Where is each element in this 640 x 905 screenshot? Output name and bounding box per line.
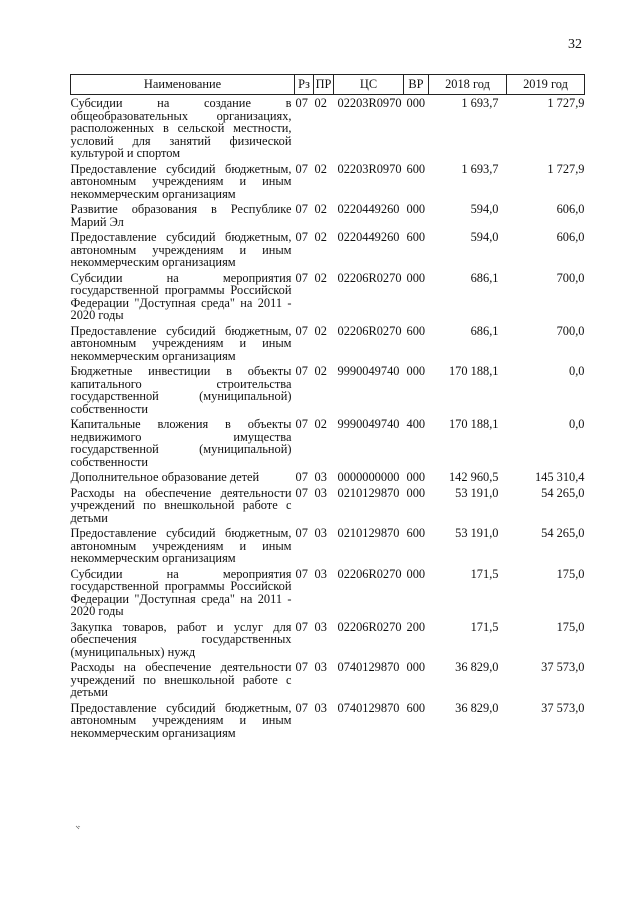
row-amount-2019: 37 573,0 bbox=[541, 700, 585, 715]
table-header bbox=[71, 75, 585, 95]
row-cs: 0000000000 bbox=[337, 470, 400, 484]
row-name: Предоставление субсидий бюджетным, автономным учреждениям и иным некоммерческим организациям bbox=[70, 323, 292, 363]
row-name: Субсидии на мероприятия государственной программы Российской Федерации "Доступная среда" на 2011 - 2020 годы bbox=[70, 270, 292, 322]
header-2019: 2019 год bbox=[507, 75, 585, 95]
row-amount-2018: 53 191,0 bbox=[455, 485, 499, 500]
row-name: Капитальные вложения в объекты недвижимого имущества государственной (муниципальной) собственности bbox=[70, 417, 292, 469]
header-name: Наименование bbox=[71, 75, 295, 95]
row-pr: 02 bbox=[314, 161, 327, 176]
row-pr: 02 bbox=[314, 417, 327, 431]
row-amount-2018: 170 188,1 bbox=[448, 364, 499, 378]
table-row bbox=[71, 161, 585, 202]
row-amount-2018: 36 829,0 bbox=[455, 700, 499, 715]
row-name: Субсидии на мероприятия государственной программы Российской Федерации "Доступная среда" на 2011 - 2020 годы bbox=[70, 566, 292, 618]
row-amount-2018: 171,5 bbox=[470, 566, 499, 581]
table-row bbox=[71, 270, 585, 323]
row-pr: 02 bbox=[314, 96, 327, 110]
row-name: Развитие образования в Республике Марий Эл bbox=[70, 202, 292, 229]
row-cs: 02203R0970 bbox=[337, 96, 402, 110]
row-amount-2019: 54 265,0 bbox=[541, 526, 585, 540]
row-vr: 400 bbox=[406, 417, 426, 431]
row-amount-2019: 606,0 bbox=[556, 230, 585, 244]
row-pr: 03 bbox=[314, 566, 327, 581]
table-row bbox=[71, 485, 585, 526]
row-pr: 02 bbox=[314, 364, 327, 378]
row-cs: 0210129870 bbox=[337, 485, 400, 500]
row-rz: 07 bbox=[295, 566, 308, 581]
row-pr: 03 bbox=[314, 470, 327, 484]
row-cs: 02206R0270 bbox=[337, 619, 402, 634]
row-cs: 0740129870 bbox=[337, 700, 400, 715]
row-amount-2018: 1 693,7 bbox=[461, 161, 499, 176]
page-number: 32 bbox=[568, 37, 582, 52]
row-cs: 0220449260 bbox=[337, 230, 400, 244]
row-pr: 03 bbox=[314, 660, 327, 674]
row-pr: 03 bbox=[314, 526, 327, 540]
row-cs: 0740129870 bbox=[337, 660, 400, 674]
row-pr: 02 bbox=[314, 202, 327, 216]
row-vr: 000 bbox=[406, 660, 426, 674]
table-row bbox=[71, 659, 585, 700]
row-rz: 07 bbox=[295, 619, 308, 634]
row-name: Предоставление субсидий бюджетным, автономным учреждениям и иным некоммерческим организациям bbox=[70, 700, 292, 740]
table-row bbox=[71, 201, 585, 229]
row-name: Расходы на обеспечение деятельности учреждений по внешкольной работе с детьми bbox=[70, 660, 292, 699]
header-vr: ВР bbox=[404, 75, 429, 95]
row-vr: 000 bbox=[406, 96, 426, 110]
row-rz: 07 bbox=[295, 202, 308, 216]
row-pr: 02 bbox=[314, 270, 327, 285]
row-amount-2018: 594,0 bbox=[470, 202, 499, 216]
row-name: Дополнительное образование детей bbox=[70, 470, 260, 484]
row-amount-2019: 145 310,4 bbox=[534, 470, 585, 484]
row-rz: 07 bbox=[295, 660, 308, 674]
row-vr: 600 bbox=[406, 230, 426, 244]
row-vr: 600 bbox=[406, 526, 426, 540]
header-2018: 2018 год bbox=[429, 75, 507, 95]
header-rz: Рз bbox=[295, 75, 314, 95]
row-vr: 000 bbox=[406, 485, 426, 500]
row-name: Расходы на обеспечение деятельности учреждений по внешкольной работе с детьми bbox=[70, 485, 292, 525]
row-vr: 600 bbox=[406, 700, 426, 715]
row-name: Субсидии на создание в общеобразовательных организациях, расположенных в сельской местности, условий для занятий физической культурой и спортом bbox=[70, 96, 292, 160]
row-amount-2018: 142 960,5 bbox=[448, 470, 499, 484]
row-amount-2019: 700,0 bbox=[556, 270, 585, 285]
row-vr: 600 bbox=[406, 323, 426, 338]
row-vr: 200 bbox=[406, 619, 426, 634]
row-amount-2018: 171,5 bbox=[470, 619, 499, 634]
scan-speck-mark bbox=[75, 825, 81, 831]
row-vr: 000 bbox=[406, 270, 426, 285]
budget-table bbox=[70, 74, 585, 740]
row-amount-2019: 175,0 bbox=[556, 619, 585, 634]
row-rz: 07 bbox=[295, 417, 308, 431]
row-pr: 02 bbox=[314, 323, 327, 338]
table-row bbox=[71, 700, 585, 741]
row-name: Предоставление субсидий бюджетным, автономным учреждениям и иным некоммерческим организациям bbox=[70, 161, 292, 201]
row-amount-2019: 0,0 bbox=[569, 417, 585, 431]
row-rz: 07 bbox=[295, 161, 308, 176]
table-row bbox=[71, 566, 585, 619]
row-cs: 9990049740 bbox=[337, 417, 400, 431]
row-vr: 000 bbox=[406, 470, 426, 484]
row-vr: 000 bbox=[406, 566, 426, 581]
row-name: Закупка товаров, работ и услуг для обеспечения государственных (муниципальных) нужд bbox=[70, 619, 292, 659]
row-cs: 9990049740 bbox=[337, 364, 400, 378]
row-amount-2019: 1 727,9 bbox=[547, 96, 585, 110]
row-cs: 02206R0270 bbox=[337, 566, 402, 581]
table-row bbox=[71, 323, 585, 364]
row-cs: 02206R0270 bbox=[337, 270, 402, 285]
row-amount-2019: 700,0 bbox=[556, 323, 585, 338]
row-name: Бюджетные инвестиции в объекты капитального строительства государственной (муниципальной) собственности bbox=[70, 364, 292, 416]
header-pr: ПР bbox=[314, 75, 334, 95]
row-rz: 07 bbox=[295, 364, 308, 378]
row-rz: 07 bbox=[295, 526, 308, 540]
row-rz: 07 bbox=[295, 485, 308, 500]
table-body bbox=[71, 95, 585, 741]
row-rz: 07 bbox=[295, 323, 308, 338]
table-row bbox=[71, 416, 585, 469]
row-rz: 07 bbox=[295, 230, 308, 244]
table-row bbox=[71, 469, 585, 485]
header-row bbox=[71, 75, 585, 95]
row-amount-2018: 686,1 bbox=[470, 323, 499, 338]
row-cs: 0210129870 bbox=[337, 526, 400, 540]
row-vr: 000 bbox=[406, 364, 426, 378]
row-pr: 03 bbox=[314, 619, 327, 634]
row-amount-2018: 170 188,1 bbox=[448, 417, 499, 431]
row-vr: 600 bbox=[406, 161, 426, 176]
row-amount-2018: 594,0 bbox=[470, 230, 499, 244]
row-amount-2019: 606,0 bbox=[556, 202, 585, 216]
row-vr: 000 bbox=[406, 202, 426, 216]
row-cs: 0220449260 bbox=[337, 202, 400, 216]
table-row bbox=[71, 95, 585, 161]
row-rz: 07 bbox=[295, 700, 308, 715]
header-cs: ЦС bbox=[334, 75, 404, 95]
row-rz: 07 bbox=[295, 270, 308, 285]
row-cs: 02203R0970 bbox=[337, 161, 402, 176]
row-amount-2019: 175,0 bbox=[556, 566, 585, 581]
row-pr: 02 bbox=[314, 230, 327, 244]
row-amount-2018: 36 829,0 bbox=[455, 660, 499, 674]
row-amount-2019: 0,0 bbox=[569, 364, 585, 378]
table-row bbox=[71, 363, 585, 416]
row-amount-2018: 1 693,7 bbox=[461, 96, 499, 110]
table-row bbox=[71, 619, 585, 660]
row-amount-2019: 1 727,9 bbox=[547, 161, 585, 176]
table-row bbox=[71, 229, 585, 270]
row-amount-2019: 54 265,0 bbox=[541, 485, 585, 500]
row-name: Предоставление субсидий бюджетным, автономным учреждениям и иным некоммерческим организациям bbox=[70, 230, 292, 269]
row-rz: 07 bbox=[295, 96, 308, 110]
row-pr: 03 bbox=[314, 485, 327, 500]
row-amount-2018: 53 191,0 bbox=[455, 526, 499, 540]
row-pr: 03 bbox=[314, 700, 327, 715]
row-amount-2019: 37 573,0 bbox=[541, 660, 585, 674]
row-name: Предоставление субсидий бюджетным, автономным учреждениям и иным некоммерческим организациям bbox=[70, 526, 292, 565]
row-rz: 07 bbox=[295, 470, 308, 484]
table-row bbox=[71, 525, 585, 566]
row-amount-2018: 686,1 bbox=[470, 270, 499, 285]
row-cs: 02206R0270 bbox=[337, 323, 402, 338]
